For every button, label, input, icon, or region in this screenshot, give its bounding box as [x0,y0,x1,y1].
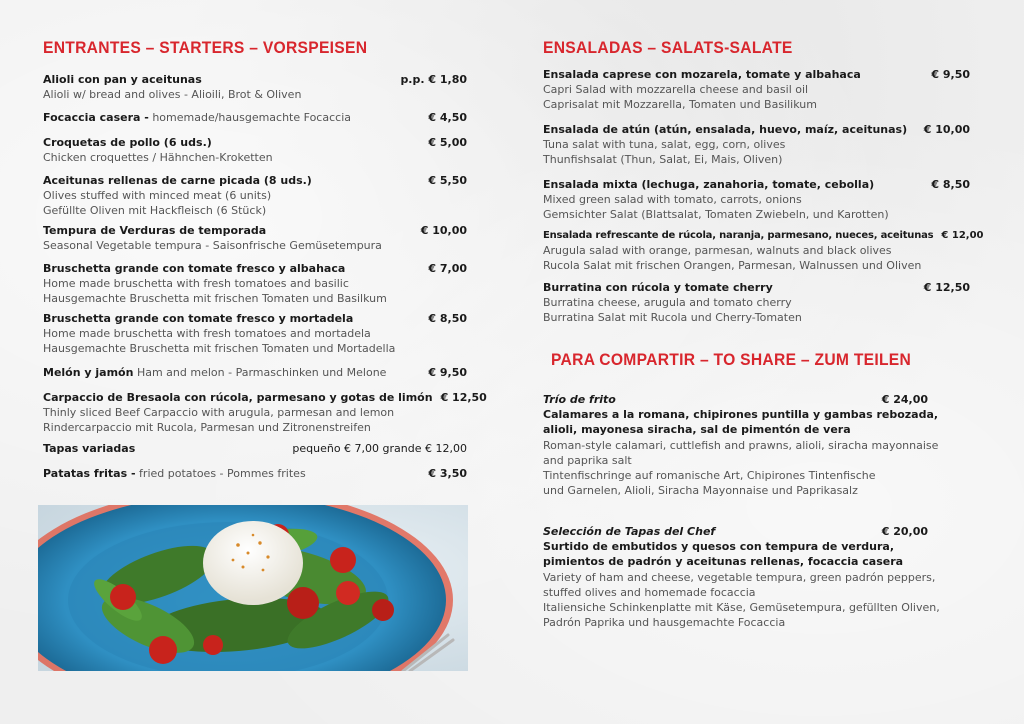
item-desc: Burratina Salat mit Rucola und Cherry-Tomaten [543,311,802,325]
share-heading: PARA COMPARTIR – TO SHARE – ZUM TEILEN [551,350,912,369]
menu-item [43,261,467,307]
menu-item [543,392,939,498]
menu-item [543,228,984,274]
item-price: € 9,50 [428,366,467,379]
item-desc: Tuna salat with tuna, salat, egg, corn, olives [543,138,786,152]
menu-item [43,441,467,456]
item-name: Burratina con rúcola y tomate cherry [543,281,773,294]
item-name: Carpaccio de Bresaola con rúcola, parmesano y gotas de limón [43,391,433,404]
item-desc: Mixed green salad with tomato, carrots, onions [543,193,802,207]
item-name: Ensalada caprese con mozarela, tomate y albahaca [543,68,861,81]
menu-item [43,365,467,380]
menu-item [543,67,970,113]
item-price: € 10,00 [923,123,970,136]
item-name: Ensalada refrescante de rúcola, naranja, parmesano, nueces, aceitunas [543,230,934,241]
menu-item [543,122,970,168]
item-price: € 8,50 [931,178,970,191]
item-price: € 3,50 [428,467,467,480]
item-desc: und Garnelen, Alioli, Siracha Mayonnaise und Paprikasalz [543,484,858,498]
menu-item [543,524,940,630]
item-detail: Surtido de embutidos y quesos con tempura de verdura, [543,540,894,554]
item-price: € 12,50 [923,281,970,294]
item-name: Patatas fritas - [43,467,136,480]
item-desc: Hausgemachte Bruschetta mit frischen Tomaten und Mortadella [43,342,396,356]
item-desc: Italiensiche Schinkenplatte mit Käse, Gemüsetempura, gefüllten Oliven, [543,601,940,615]
item-desc: Alioli w/ bread and olives - Alioili, Brot & Oliven [43,88,302,102]
item-price: € 4,50 [428,111,467,124]
item-desc: Gefüllte Oliven mit Hackfleisch (6 Stück) [43,204,267,218]
item-desc: stuffed olives and homemade focaccia [543,585,756,599]
salads-heading: ENSALADAS – SALATS-SALATE [543,38,793,57]
item-price: € 20,00 [881,525,928,538]
starters-heading: ENTRANTES – STARTERS – VORSPEISEN [43,38,368,57]
item-name: Croquetas de pollo (6 uds.) [43,136,212,149]
item-desc: Tintenfischringe auf romanische Art, Chipirones Tintenfische [543,469,876,483]
item-detail: Calamares a la romana, chipirones puntilla y gambas rebozada, [543,408,939,422]
item-desc: Chicken croquettes / Hähnchen-Kroketten [43,151,273,165]
item-name: Trío de frito [543,393,616,406]
menu-item [43,173,467,219]
item-price: € 24,00 [881,393,928,406]
item-desc: Capri Salad with mozzarella cheese and basil oil [543,83,809,97]
menu-item [43,466,467,481]
menu-item [43,72,467,102]
item-price: € 7,00 [428,262,467,275]
menu-item [43,110,467,125]
item-price: € 12,50 [440,391,487,404]
item-desc: and paprika salt [543,453,632,467]
item-desc: Gemsichter Salat (Blattsalat, Tomaten Zwiebeln, und Karotten) [543,208,889,222]
menu-item [543,280,970,326]
item-name: Tapas variadas [43,442,136,455]
item-price: € 12,00 [941,230,984,241]
item-desc: Olives stuffed with minced meat (6 units) [43,189,272,203]
item-desc: Variety of ham and cheese, vegetable tempura, green padrón peppers, [543,570,936,584]
item-name: Melón y jamón [43,366,134,379]
item-name: Alioli con pan y aceitunas [43,73,202,86]
item-desc: Thinly sliced Beef Carpaccio with arugula, parmesan and lemon [43,406,395,420]
menu-item [43,135,467,165]
item-desc: Hausgemachte Bruschetta mit frischen Tomaten und Basilkum [43,292,387,306]
item-name: Selección de Tapas del Chef [543,525,716,538]
menu-item [543,177,970,223]
item-desc: Arugula salad with orange, parmesan, walnuts and black olives [543,244,892,258]
item-name: Aceitunas rellenas de carne picada (8 uds.) [43,174,312,187]
menu-item [43,390,487,436]
item-price: € 5,00 [428,136,467,149]
item-price: € 9,50 [931,68,970,81]
item-price: € 5,50 [428,174,467,187]
burrata [203,521,303,605]
item-name: Bruschetta grande con tomate fresco y mortadela [43,312,354,325]
menu-item [43,311,467,357]
item-name: Ensalada de atún (atún, ensalada, huevo, maíz, aceitunas) [543,123,908,136]
item-price: € 10,00 [420,224,467,237]
item-desc: Home made bruschetta with fresh tomatoes and mortadela [43,327,371,341]
item-desc: Rucola Salat mit frischen Orangen, Parmesan, Walnussen und Oliven [543,259,922,273]
menu-item [43,223,467,253]
item-price: € 8,50 [428,312,467,325]
item-name: Ensalada mixta (lechuga, zanahoria, tomate, cebolla) [543,178,875,191]
burrata-salad-photo [38,505,468,671]
item-detail: pimientos de padrón y aceitunas rellenas, focaccia casera [543,555,904,569]
item-desc: fried potatoes - Pommes frites [135,467,306,480]
item-desc: Rindercarpaccio mit Rucola, Parmesan und Zitronenstreifen [43,421,371,435]
item-desc: Roman-style calamari, cuttlefish and prawns, alioli, siracha mayonnaise [543,438,939,452]
item-name: Tempura de Verduras de temporada [43,224,267,237]
item-desc: homemade/hausgemachte Focaccia [148,111,351,124]
item-desc: Padrón Paprika und hausgemachte Focaccia [543,616,786,630]
item-detail: alioli, mayonesa siracha, sal de pimentón de vera [543,423,851,437]
item-desc: Seasonal Vegetable tempura - Saisonfrische Gemüsetempura [43,239,382,253]
item-desc: Ham and melon - Parmaschinken und Melone [133,366,387,379]
item-desc: Thunfishsalat (Thun, Salat, Ei, Mais, Oliven) [543,153,783,167]
item-desc: Home made bruschetta with fresh tomatoes and basilic [43,277,349,291]
item-name: Focaccia casera - [43,111,149,124]
item-price: p.p. € 1,80 [400,73,467,86]
item-desc: Burratina cheese, arugula and tomato cherry [543,296,792,310]
item-name: Bruschetta grande con tomate fresco y albahaca [43,262,346,275]
item-desc: Caprisalat mit Mozzarella, Tomaten und Basilikum [543,98,817,112]
item-price: pequeño € 7,00 grande € 12,00 [292,442,467,455]
